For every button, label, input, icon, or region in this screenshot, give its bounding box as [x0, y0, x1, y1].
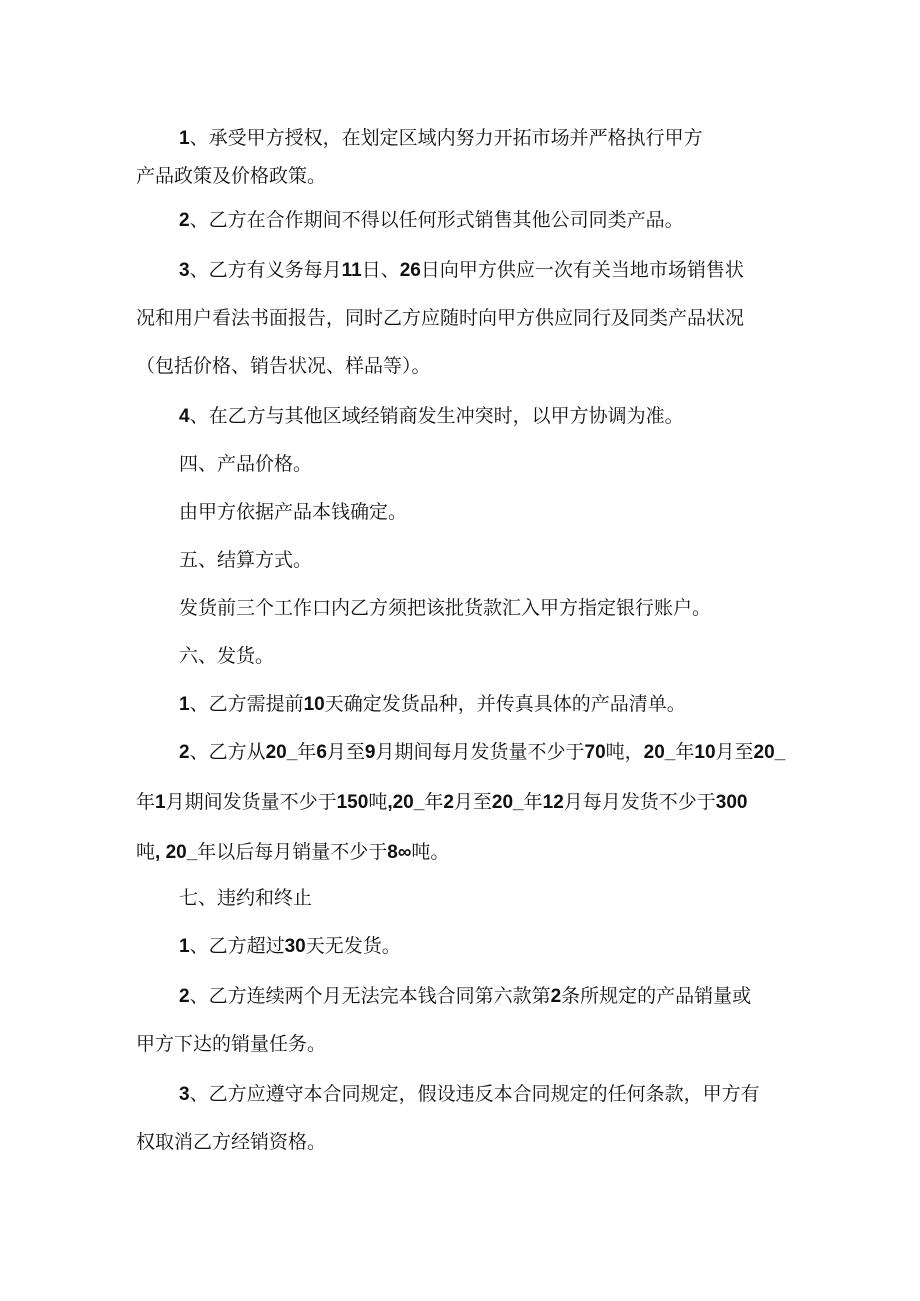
paragraph-3-line-3 — [136, 354, 431, 378]
body-text: 五、结算方式。 — [179, 549, 313, 571]
body-text: 月期间每月发货量不少于 — [375, 741, 585, 763]
number-text: 4 — [179, 406, 190, 427]
number-text: 1 — [179, 128, 190, 149]
paragraph-11-line-2 — [136, 790, 748, 815]
body-text: （包括价格、销告状况、样品等）。 — [136, 355, 431, 377]
body-text: 、乙方在合作期间不得以任何形式销售其他公司同类产品。 — [189, 209, 684, 231]
number-text: 11 — [341, 260, 362, 281]
body-text: 、承受甲方授权，在划定区域内努力开拓市场并严格执行甲方 — [189, 127, 703, 149]
body-text: 年 — [136, 791, 156, 813]
body-text: 七、违约和终止 — [179, 887, 313, 909]
body-text: 、乙方有义务每月 — [189, 259, 342, 281]
body-text: 吨。 — [411, 841, 450, 863]
body-text: 况和用户看法书面报告，同时乙方应随时向甲方供应同行及同类产品状况 — [136, 307, 745, 329]
number-text: 20_ — [753, 742, 786, 763]
paragraph-4-line-1 — [179, 404, 684, 429]
paragraph-5-line-1 — [179, 452, 312, 476]
number-text: 2 — [179, 986, 190, 1007]
body-text: 吨 — [136, 841, 156, 863]
paragraph-8-line-1 — [179, 596, 711, 620]
body-text: 年 — [424, 791, 444, 813]
paragraph-12-line-1 — [179, 886, 312, 910]
body-text: 、乙方需提前 — [189, 693, 304, 715]
paragraph-3-line-2 — [136, 306, 744, 330]
number-text: 9 — [364, 742, 376, 763]
number-text: 26 — [399, 260, 421, 281]
body-text: 月至 — [453, 791, 492, 813]
number-text: 12 — [542, 792, 564, 813]
body-text: 月期间发货量不少于 — [165, 791, 337, 813]
paragraph-3-line-1 — [179, 258, 744, 283]
body-text: 、乙方连续两个月无法完本钱合同第六款第 — [189, 985, 551, 1007]
body-text: 、乙方超过 — [189, 935, 285, 957]
body-text: 日、 — [361, 259, 400, 281]
paragraph-6-line-1 — [179, 500, 407, 524]
body-text: 年 — [675, 741, 695, 763]
paragraph-2-line-1 — [179, 208, 684, 233]
number-text: 70 — [584, 742, 606, 763]
number-text: 3 — [179, 1084, 190, 1105]
number-text: ,20_ — [387, 792, 425, 813]
body-text: 日向甲方供应一次有关当地市场销售状 — [420, 259, 744, 281]
body-text: 产品政策及价格政策。 — [136, 165, 327, 187]
body-text: 吨 — [368, 791, 388, 813]
number-text: 2 — [179, 210, 190, 231]
body-text: 年 — [297, 741, 317, 763]
number-text: 2 — [179, 742, 190, 763]
paragraph-14-line-1 — [179, 984, 751, 1009]
body-text: 天确定发货品种，并传真具体的产品清单。 — [324, 693, 686, 715]
body-text: 年 — [523, 791, 543, 813]
body-text: 月至 — [715, 741, 754, 763]
body-text: 发货前三个工作口内乙方须把该批货款汇入甲方指定银行账户。 — [179, 597, 712, 619]
number-text: 1 — [179, 694, 190, 715]
body-text: 甲方下达的销量任务。 — [136, 1033, 327, 1055]
number-text: 1 — [179, 936, 190, 957]
number-text: 20_ — [265, 742, 298, 763]
number-text: 300 — [715, 792, 748, 813]
paragraph-1-line-1 — [179, 126, 703, 151]
paragraph-14-line-2 — [136, 1032, 326, 1056]
number-text: 1 — [155, 792, 166, 813]
body-text: 天无发货。 — [305, 935, 401, 957]
number-text: 2 — [443, 792, 454, 813]
number-text: 150 — [336, 792, 369, 813]
paragraph-11-line-3 — [136, 840, 449, 865]
body-text: 年以后每月销量不少于 — [197, 841, 388, 863]
body-text: 月每月发货不少于 — [563, 791, 716, 813]
number-text: , 20_ — [155, 842, 198, 863]
number-text: 10 — [694, 742, 716, 763]
body-text: 、乙方从 — [189, 741, 266, 763]
paragraph-10-line-1 — [179, 692, 686, 717]
paragraph-1-line-2 — [136, 164, 326, 188]
paragraph-11-line-1 — [179, 740, 785, 765]
body-text: 、在乙方与其他区域经销商发生冲突时，以甲方协调为准。 — [189, 405, 684, 427]
number-text: 3 — [179, 260, 190, 281]
paragraph-9-line-1 — [179, 644, 274, 668]
number-text: 20_ — [491, 792, 524, 813]
number-text: 2 — [550, 986, 562, 1007]
number-text: 6 — [316, 742, 327, 763]
paragraph-15-line-1 — [179, 1082, 760, 1107]
number-text: 10 — [303, 694, 325, 715]
number-text: 30 — [284, 936, 306, 957]
number-text: 8∞ — [387, 842, 412, 863]
number-text: 20_ — [643, 742, 676, 763]
body-text: 月至 — [326, 741, 365, 763]
paragraph-15-line-2 — [136, 1130, 326, 1154]
body-text: 四、产品价格。 — [179, 453, 313, 475]
body-text: 六、发货。 — [179, 645, 275, 667]
body-text: 由甲方依据产品本钱确定。 — [179, 501, 408, 523]
body-text: 条所规定的产品销量或 — [561, 985, 752, 1007]
paragraph-13-line-1 — [179, 934, 401, 959]
body-text: 权取消乙方经销资格。 — [136, 1131, 327, 1153]
paragraph-7-line-1 — [179, 548, 312, 572]
body-text: 、乙方应遵守本合同规定，假设违反本合同规定的任何条款，甲方有 — [189, 1083, 760, 1105]
body-text: 吨， — [605, 741, 644, 763]
